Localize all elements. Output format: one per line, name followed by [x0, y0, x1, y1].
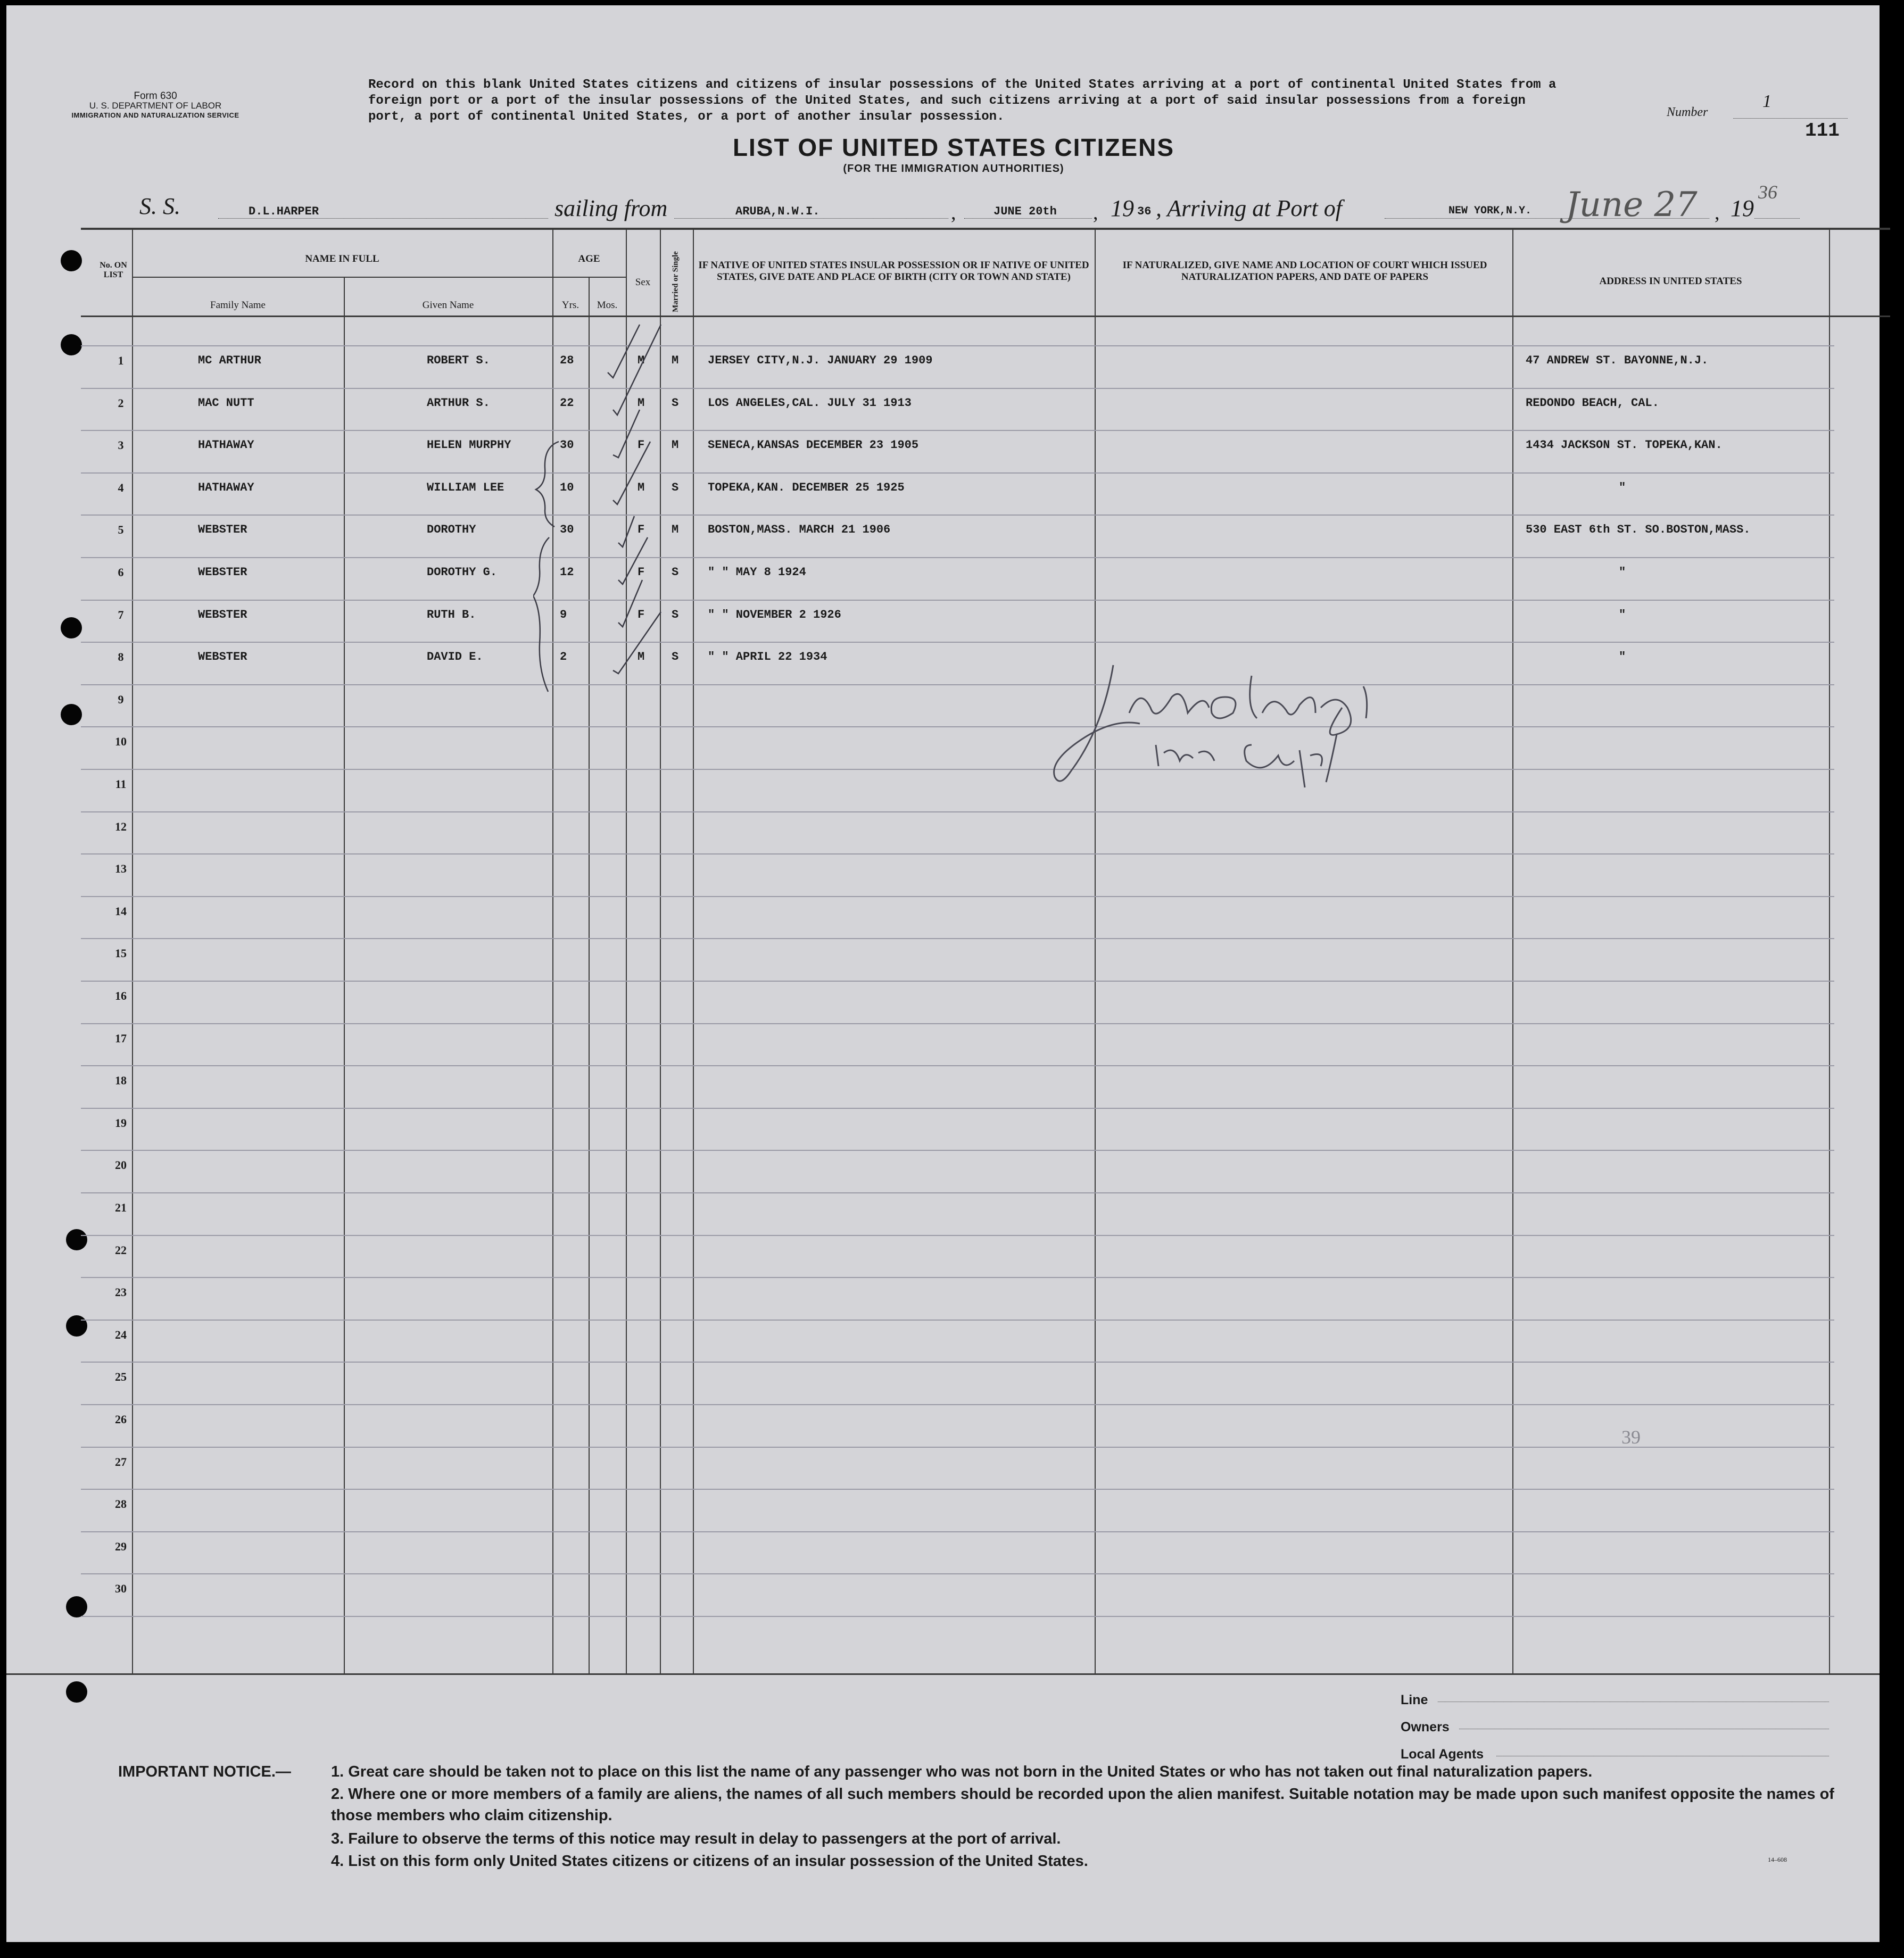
notice-item: 4. List on this form only United States citizens or citizens of an insular possession of the United States.: [331, 1853, 1088, 1870]
sailing-from: ARUBA,N.W.I.: [735, 205, 820, 218]
row-line: [81, 684, 1834, 685]
row-ms: M: [672, 523, 679, 536]
arrival-year-prefix: 19: [1731, 195, 1754, 221]
ship-line: [218, 218, 548, 219]
row-line: [81, 430, 1834, 431]
sailing-date: JUNE 20th: [994, 205, 1057, 218]
row-no: 26: [115, 1413, 127, 1426]
row-line: [81, 981, 1834, 982]
row-line: [81, 1573, 1834, 1574]
row-yrs: 28: [560, 354, 574, 367]
row-line: [81, 642, 1834, 643]
row-line: [81, 515, 1834, 516]
row-line: [81, 769, 1834, 770]
row-birth: BOSTON,MASS. MARCH 21 1906: [708, 523, 891, 536]
row-yrs: 30: [560, 523, 574, 536]
row-no: 18: [115, 1074, 127, 1087]
arrival-year-suffix: 36: [1758, 181, 1777, 203]
row-birth: JERSEY CITY,N.J. JANUARY 29 1909: [708, 354, 933, 367]
row-line: [81, 811, 1834, 812]
col-divider: [1829, 229, 1830, 1674]
header-mos: Mos.: [597, 300, 618, 311]
row-birth: " " MAY 8 1924: [708, 566, 806, 579]
row-no: 5: [118, 523, 124, 536]
row-given: DOROTHY: [427, 523, 476, 536]
row-no: 2: [118, 396, 124, 410]
row-address: 47 ANDREW ST. BAYONNE,N.J.: [1526, 354, 1709, 367]
row-family: MC ARTHUR: [198, 354, 261, 367]
col-divider: [589, 277, 590, 1674]
row-no: 23: [115, 1285, 127, 1299]
row-ms: S: [672, 396, 679, 410]
row-ms: S: [672, 608, 679, 621]
row-family: HATHAWAY: [198, 438, 254, 452]
notice-heading: IMPORTANT NOTICE.—: [118, 1763, 291, 1780]
row-no: 13: [115, 862, 127, 875]
number-label: Number: [1667, 105, 1708, 119]
row-ms: M: [672, 438, 679, 452]
row-no: 25: [115, 1370, 127, 1383]
row-given: ARTHUR S.: [427, 396, 490, 410]
row-no: 20: [115, 1158, 127, 1172]
comma: ,: [951, 202, 956, 224]
page-number: 111: [1805, 120, 1840, 142]
row-line: [81, 1616, 1834, 1617]
row-family: HATHAWAY: [198, 481, 254, 494]
row-line: [81, 472, 1834, 474]
row-line: [81, 1235, 1834, 1236]
row-birth: TOPEKA,KAN. DECEMBER 25 1925: [708, 481, 905, 494]
row-no: 7: [118, 608, 124, 621]
header-given-name: Given Name: [422, 300, 474, 311]
notice-item: 3. Failure to observe the terms of this notice may result in delay to passengers at the port of arrival.: [331, 1830, 1061, 1847]
row-no: 21: [115, 1201, 127, 1214]
row-yrs: 12: [560, 566, 574, 579]
row-yrs: 22: [560, 396, 574, 410]
ship-name: D.L.HARPER: [249, 205, 319, 218]
form-number: Form 630: [134, 90, 177, 102]
row-no: 16: [115, 989, 127, 1002]
row-line: [81, 388, 1834, 389]
row-yrs: 9: [560, 608, 567, 621]
row-address: REDONDO BEACH, CAL.: [1526, 396, 1659, 410]
arrival-year-line: [1754, 218, 1800, 219]
line-label: Line: [1401, 1692, 1428, 1707]
owners-label: Owners: [1401, 1720, 1450, 1735]
col-divider: [1512, 229, 1513, 1674]
row-no: 14: [115, 905, 127, 918]
row-yrs: 2: [560, 650, 567, 663]
arrival-port: NEW YORK,N.Y.: [1448, 205, 1532, 217]
col-divider: [693, 229, 694, 1674]
row-address: ": [1619, 566, 1626, 579]
header-bottom-border: [81, 316, 1890, 317]
header-address: ADDRESS IN UNITED STATES: [1599, 276, 1742, 287]
sailing-year-prefix: 19: [1111, 195, 1134, 221]
row-family: WEBSTER: [198, 523, 247, 536]
page-subtitle: (FOR THE IMMIGRATION AUTHORITIES): [843, 163, 1064, 175]
row-sex: M: [638, 396, 645, 410]
row-no: 6: [118, 566, 124, 579]
row-sex: M: [638, 481, 645, 494]
table-bottom-border: [6, 1673, 1880, 1675]
row-line: [81, 1150, 1834, 1151]
intro-text: Record on this blank United States citizens and citizens of insular possessions of the United States arriving at a port of continental United States from a foreign port or a port of the insular possessions of the United States, and such citizens arriving at a port of said insular possessions from a foreign port, a port of continental United States, or a port of another insular possession.: [368, 78, 1557, 124]
number-value: 1: [1762, 92, 1771, 111]
row-birth: LOS ANGELES,CAL. JULY 31 1913: [708, 396, 912, 410]
table-top-border: [81, 228, 1890, 230]
sailing-label: sailing from: [554, 195, 668, 221]
row-no: 8: [118, 650, 124, 663]
row-ms: S: [672, 650, 679, 663]
row-sex: F: [638, 566, 645, 579]
notice-item: 1. Great care should be taken not to place on this list the name of any passenger who was not born in the United States or who has not taken out final naturalization papers.: [331, 1763, 1593, 1780]
row-family: WEBSTER: [198, 650, 247, 663]
header-family-name: Family Name: [210, 300, 266, 311]
row-line: [81, 938, 1834, 939]
punch-hole: [61, 617, 82, 638]
row-no: 9: [118, 693, 124, 706]
row-birth: " " NOVEMBER 2 1926: [708, 608, 841, 621]
row-no: 27: [115, 1455, 127, 1468]
row-given: ROBERT S.: [427, 354, 490, 367]
row-no: 19: [115, 1116, 127, 1130]
row-no: 30: [115, 1582, 127, 1595]
margin-stamp: 39: [1621, 1426, 1641, 1448]
header-name-in-full: NAME IN FULL: [305, 253, 379, 264]
row-no: 29: [115, 1540, 127, 1553]
header-married-or-single: Married or Single: [671, 251, 680, 312]
arriving-label: , Arriving at Port of: [1156, 195, 1342, 221]
ss-label: S. S.: [139, 193, 180, 219]
row-sex: M: [638, 650, 645, 663]
row-line: [81, 1404, 1834, 1405]
punch-hole: [61, 334, 82, 355]
row-line: [81, 1489, 1834, 1490]
row-no: 15: [115, 947, 127, 960]
local-agents-label: Local Agents: [1401, 1747, 1484, 1762]
row-birth: " " APRIL 22 1934: [708, 650, 827, 663]
col-divider: [1095, 229, 1096, 1674]
row-line: [81, 1320, 1834, 1321]
form-identifier: [44, 92, 267, 120]
row-address: ": [1619, 608, 1626, 621]
row-birth: SENECA,KANSAS DECEMBER 23 1905: [708, 438, 919, 452]
row-no: 11: [115, 777, 127, 791]
row-line: [81, 896, 1834, 897]
form-sheet: [6, 5, 1880, 1942]
row-no: 10: [115, 735, 127, 748]
row-address: ": [1619, 650, 1626, 663]
row-line: [81, 1023, 1834, 1024]
row-yrs: 10: [560, 481, 574, 494]
row-sex: F: [638, 523, 645, 536]
row-family: MAC NUTT: [198, 396, 254, 410]
row-yrs: 30: [560, 438, 574, 452]
row-line: [81, 1447, 1834, 1448]
row-line: [81, 1277, 1834, 1278]
header-age: AGE: [578, 253, 600, 264]
row-sex: F: [638, 438, 645, 452]
header-birth: IF NATIVE OF UNITED STATES INSULAR POSSESSION OR IF NATIVE OF UNITED STATES, GIVE DATE AND PLACE OF BIRTH (CITY OR TOWN AND STATE): [698, 260, 1089, 283]
row-no: 17: [115, 1032, 127, 1045]
comma: ,: [1093, 202, 1098, 224]
row-no: 12: [115, 820, 127, 833]
row-line: [81, 1065, 1834, 1066]
subheader-line: [132, 277, 626, 278]
row-address: 530 EAST 6th ST. SO.BOSTON,MASS.: [1526, 523, 1751, 536]
department: U. S. DEPARTMENT OF LABOR: [89, 101, 222, 111]
footer-labels: [1401, 1687, 1484, 1768]
row-address: ": [1619, 481, 1626, 494]
punch-hole: [61, 704, 82, 725]
row-ms: M: [672, 354, 679, 367]
row-line: [81, 1362, 1834, 1363]
row-family: WEBSTER: [198, 608, 247, 621]
row-given: DAVID E.: [427, 650, 483, 663]
row-ms: S: [672, 481, 679, 494]
row-line: [81, 1108, 1834, 1109]
from-line: [674, 218, 948, 219]
row-no: 1: [118, 354, 124, 367]
punch-hole: [66, 1681, 87, 1703]
row-sex: M: [638, 354, 645, 367]
handwritten-checkmarks: [597, 303, 682, 686]
row-no: 24: [115, 1328, 127, 1341]
row-no: 4: [118, 481, 124, 494]
punch-hole: [61, 250, 82, 271]
notice-item: 2. Where one or more members of a family are aliens, the names of all such members should be recorded upon the alien manifest. Suitable notation may be made upon such manifest opposite the names of those members who claim citizenship.: [331, 1786, 1834, 1824]
row-given: DOROTHY G.: [427, 566, 498, 579]
header-yrs: Yrs.: [561, 300, 580, 311]
sailing-year-suffix: 36: [1137, 205, 1152, 218]
header-naturalized: IF NATURALIZED, GIVE NAME AND LOCATION OF COURT WHICH ISSUED NATURALIZATION PAPERS, AND DATE OF PAPERS: [1122, 260, 1487, 283]
row-no: 22: [115, 1243, 127, 1257]
header-sex: Sex: [635, 277, 651, 288]
arrival-date: June 27: [1566, 185, 1698, 225]
punch-hole: [66, 1596, 87, 1617]
row-line: [81, 345, 1834, 346]
number-line: [1733, 118, 1848, 119]
row-no: 3: [118, 438, 124, 452]
row-no: 28: [115, 1497, 127, 1511]
punch-hole: [66, 1229, 87, 1250]
row-address: 1434 JACKSON ST. TOPEKA,KAN.: [1526, 438, 1723, 452]
page-title: LIST OF UNITED STATES CITIZENS: [732, 134, 1175, 161]
family-braces: [533, 436, 565, 697]
row-given: RUTH B.: [427, 608, 476, 621]
row-line: [81, 726, 1834, 727]
row-given: HELEN MURPHY: [427, 438, 511, 452]
row-line: [81, 1192, 1834, 1193]
row-family: WEBSTER: [198, 566, 247, 579]
service-name: IMMIGRATION AND NATURALIZATION SERVICE: [71, 111, 239, 119]
comma: ,: [1715, 202, 1720, 224]
row-line: [81, 557, 1834, 558]
row-ms: S: [672, 566, 679, 579]
row-line: [81, 853, 1834, 854]
signature-image: [1049, 654, 1401, 793]
col-divider: [344, 277, 345, 1674]
header-no-on-list: No. ON LIST: [100, 261, 127, 279]
row-line: [81, 1531, 1834, 1532]
date-line: [964, 218, 1092, 219]
row-given: WILLIAM LEE: [427, 481, 504, 494]
row-sex: F: [638, 608, 645, 621]
punch-hole: [66, 1315, 87, 1337]
form-code: 14–608: [1768, 1856, 1787, 1863]
row-line: [81, 600, 1834, 601]
